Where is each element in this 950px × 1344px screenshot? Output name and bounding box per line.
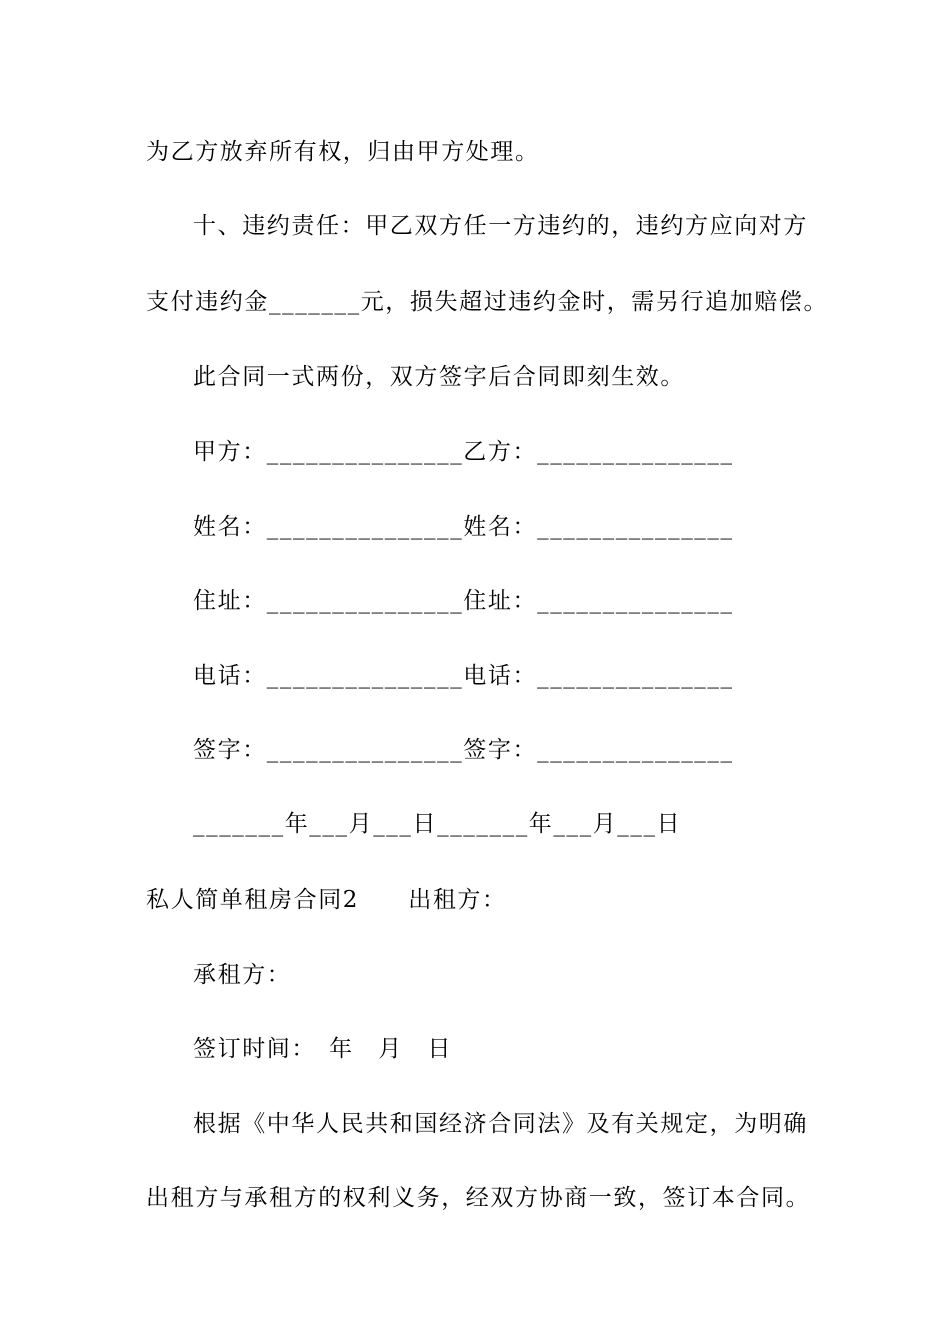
preamble-continuation: 出租方与承租方的权利义务，经双方协商一致，签订本合同。	[146, 1185, 811, 1211]
sign-signature-row: 签字：_______________签字：_______________	[193, 737, 734, 763]
clause-continuation-text: 为乙方放弃所有权，归由甲方处理。	[146, 139, 540, 165]
penalty-text: 支付违约金_______元，损失超过违约金时，需另行追加赔偿。	[146, 289, 829, 315]
address-signature-row: 住址：_______________住址：_______________	[193, 588, 734, 614]
effectiveness-text: 此合同一式两份，双方签字后合同即刻生效。	[193, 364, 685, 390]
tenant-label: 承租方：	[193, 962, 292, 988]
party-signature-row: 甲方：_______________乙方：_______________	[193, 439, 734, 465]
preamble-text: 根据《中华人民共和国经济合同法》及有关规定，为明确	[193, 1111, 808, 1137]
name-signature-row: 姓名：_______________姓名：_______________	[193, 514, 734, 540]
second-contract-heading: 私人简单租房合同2 出租方：	[146, 887, 507, 913]
date-signature-row: _______年___月___日_______年___月___日	[193, 811, 682, 837]
signing-date-label: 签订时间： 年 月 日	[193, 1036, 453, 1062]
breach-clause-text: 十、违约责任：甲乙双方任一方违约的，违约方应向对方	[193, 213, 808, 239]
phone-signature-row: 电话：_______________电话：_______________	[193, 663, 734, 689]
